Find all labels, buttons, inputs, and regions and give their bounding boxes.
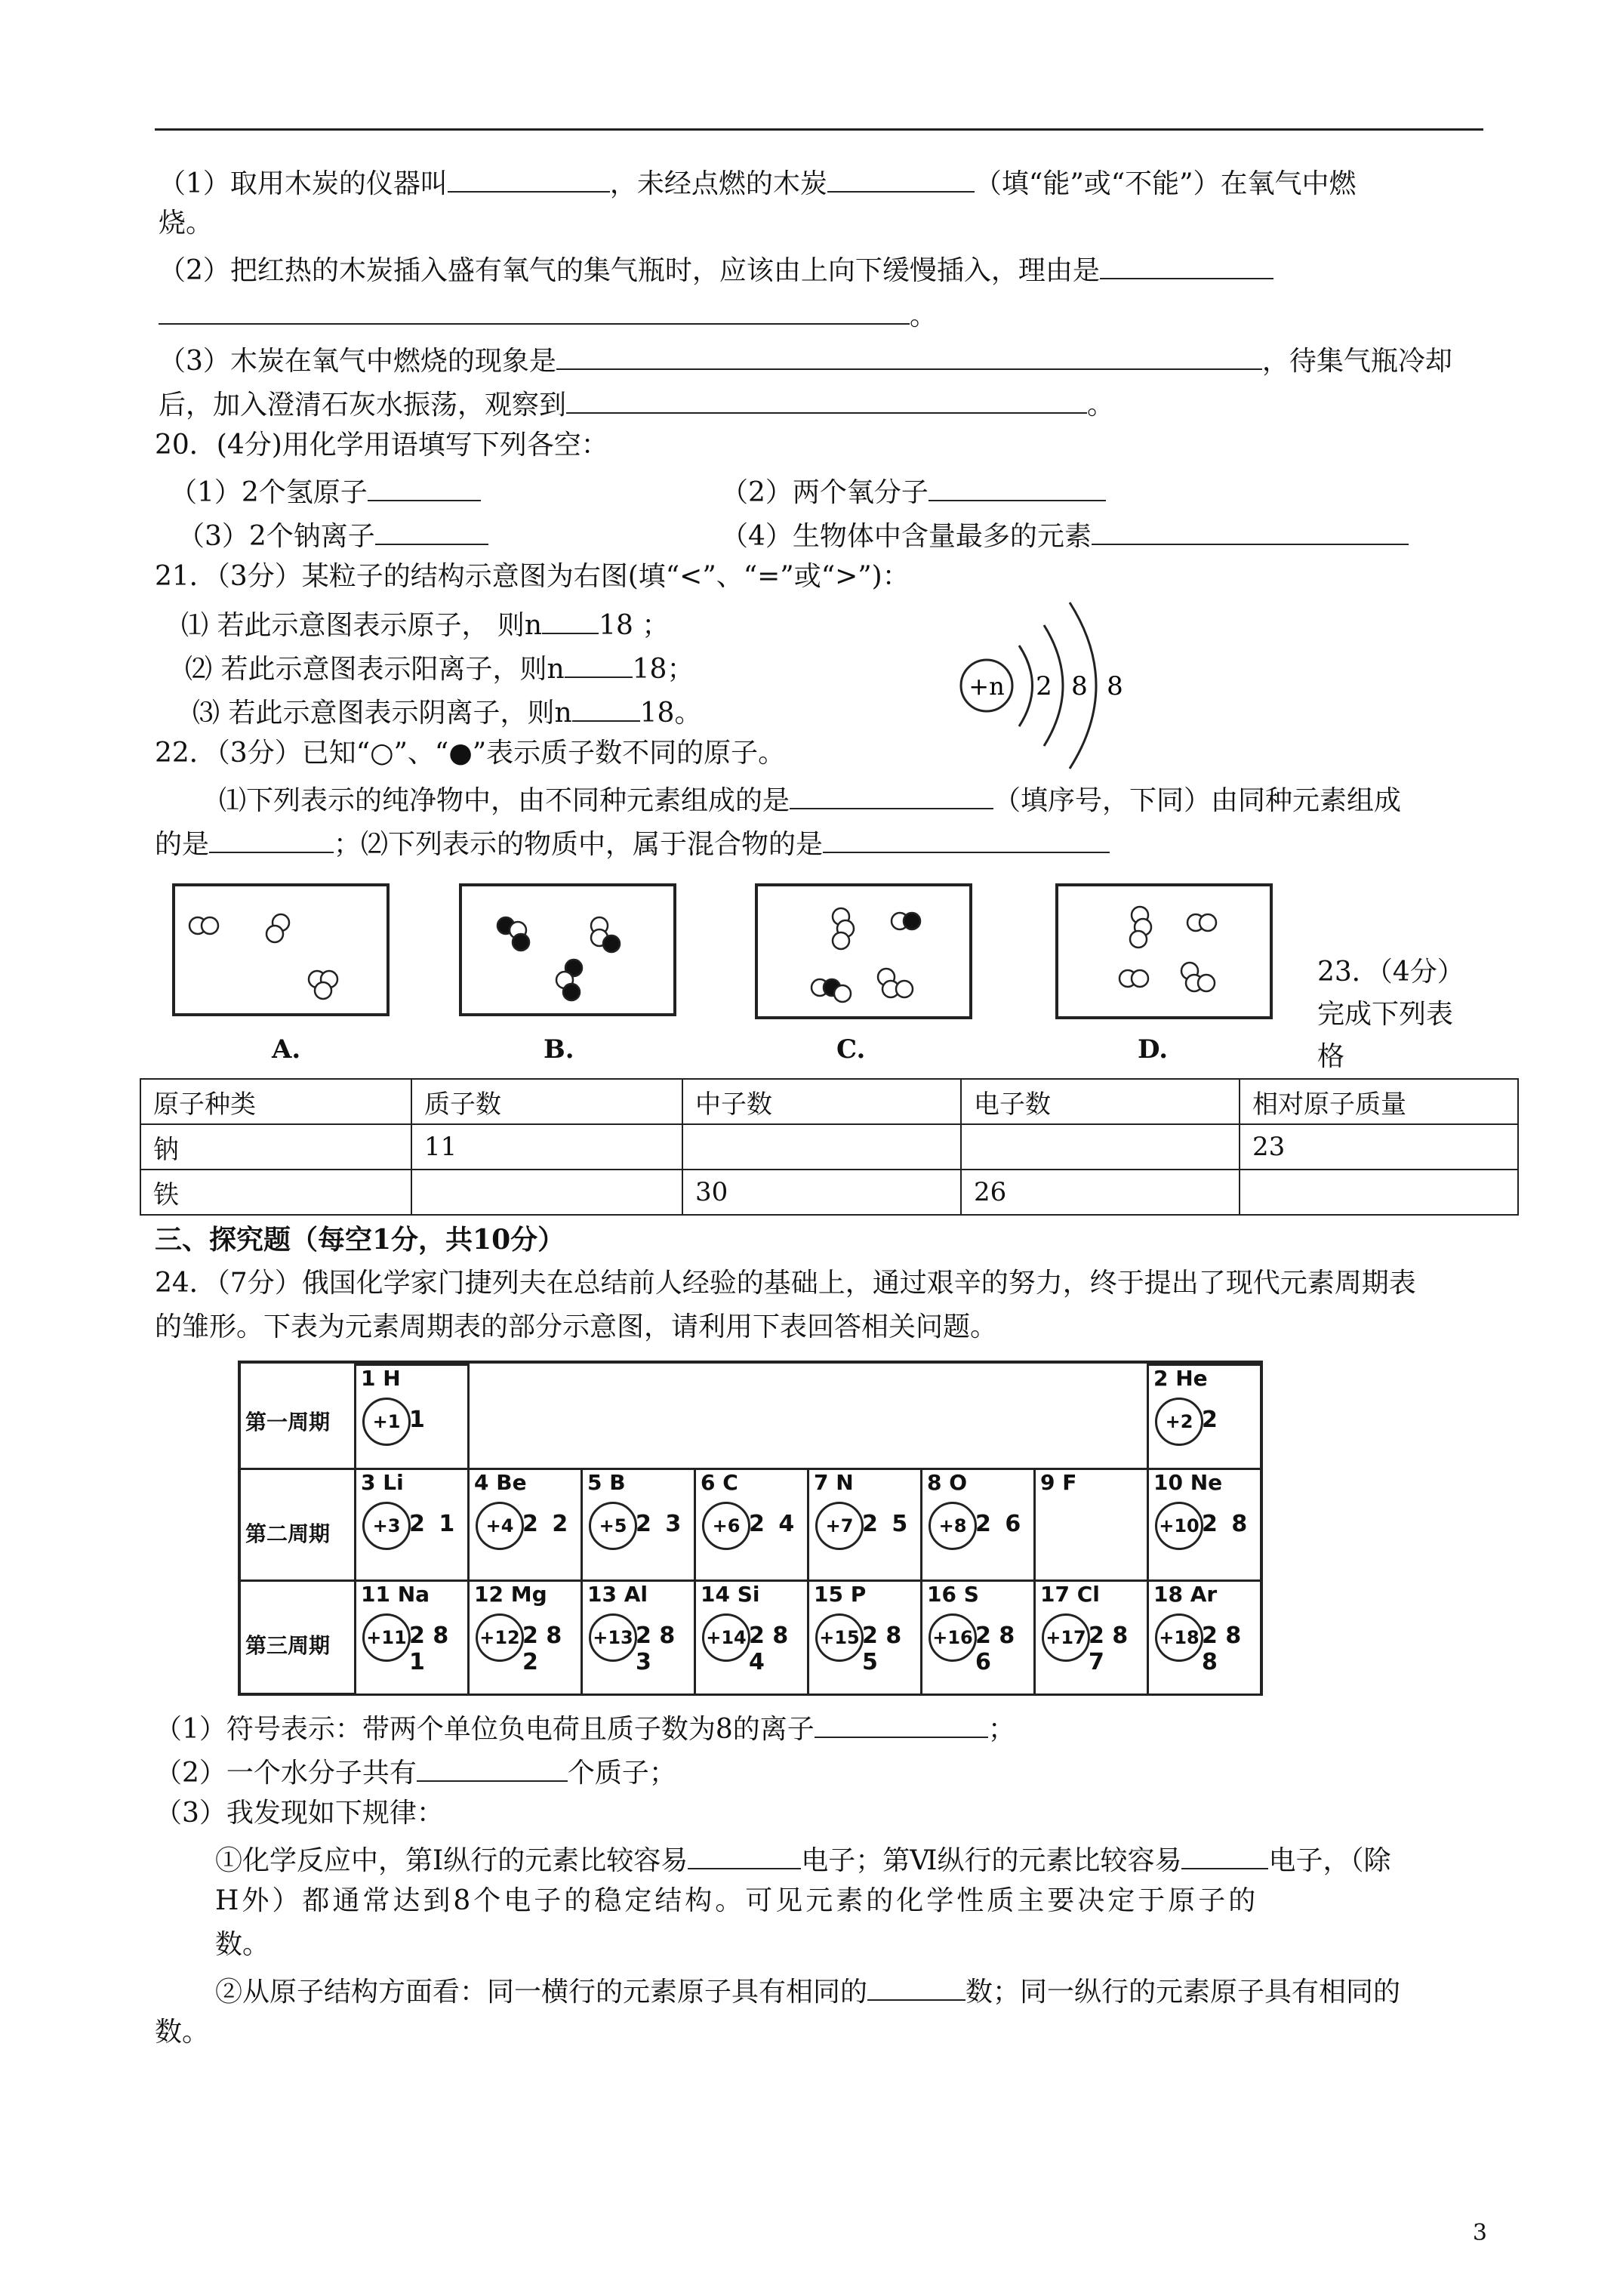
element-symbol: 16 S <box>927 1582 979 1607</box>
element-cell-n <box>807 1468 922 1584</box>
answer-blank[interactable] <box>556 340 1262 370</box>
electron-shells: 1 <box>409 1407 428 1433</box>
molecule-box-c <box>755 883 972 1019</box>
answer-blank[interactable] <box>929 471 1106 501</box>
nucleus-circle: +5 <box>589 1502 637 1550</box>
nucleus-circle: +4 <box>476 1502 524 1550</box>
answer-blank[interactable] <box>565 648 633 678</box>
table-header: 中子数 <box>682 1079 961 1124</box>
element-cell-f <box>1033 1468 1149 1584</box>
table-cell-blank[interactable] <box>682 1124 961 1170</box>
particle-structure-diagram <box>947 596 1144 770</box>
nucleus-circle: +8 <box>929 1502 977 1550</box>
molecule-box-d <box>1055 883 1273 1019</box>
q24-sub1 <box>155 1708 1015 1748</box>
table-header: 电子数 <box>961 1079 1240 1124</box>
nucleus-circle: +2 <box>1155 1398 1203 1446</box>
answer-blank[interactable] <box>209 823 334 853</box>
element-cell-si <box>694 1579 809 1696</box>
q21-text: ⑶ 若此示意图表示阴离子，则n <box>192 698 572 729</box>
q24-rule1-end: 数。 <box>215 1929 270 1960</box>
electron-shells: 2 8 1 <box>409 1623 449 1675</box>
q24-text: 数；同一纵行的元素原子具有相同的 <box>965 1977 1401 2008</box>
q21-title: 21．（3分）某粒子的结构示意图为右图(填“<”、“=”或“>”)： <box>155 561 910 592</box>
answer-blank[interactable] <box>572 692 640 722</box>
table-cell: 铁 <box>140 1170 411 1215</box>
nucleus-circle: +14 <box>702 1613 750 1662</box>
q24-text: （1）符号表示：带两个单位负电荷且质子数为8的离子 <box>155 1714 815 1745</box>
q19-line1-cont: 烧。 <box>159 208 214 239</box>
answer-blank[interactable] <box>1100 249 1273 279</box>
q21-item1 <box>181 604 669 644</box>
box-label: B. <box>544 1034 574 1065</box>
answer-blank[interactable] <box>448 162 610 193</box>
table-row <box>140 1170 1518 1215</box>
header-rule <box>155 128 1483 131</box>
q22-line2 <box>155 823 1110 863</box>
element-symbol: 12 Mg <box>474 1582 547 1607</box>
q23-title: 23．（4分） <box>1317 957 1464 988</box>
element-symbol: 5 B <box>587 1470 626 1495</box>
q24-rule1-cont: H外）都通常达到8个电子的稳定结构。可见元素的化学性质主要决定于原子的 <box>215 1885 1259 1916</box>
electron-shells: 2 1 <box>409 1511 458 1537</box>
q19-line1 <box>159 162 1357 202</box>
q21-item2 <box>185 648 694 688</box>
answer-blank[interactable] <box>827 162 975 193</box>
element-cell-na <box>354 1579 470 1696</box>
element-cell-he <box>1147 1364 1262 1472</box>
q24-rule1 <box>215 1839 1390 1879</box>
q22-text: ⑴下列表示的纯净物中，由不同种元素组成的是 <box>219 785 790 816</box>
q20-item4 <box>721 515 1409 555</box>
table-cell: 钠 <box>140 1124 411 1170</box>
element-symbol: 2 He <box>1153 1366 1208 1391</box>
nucleus-circle: +7 <box>815 1502 864 1550</box>
q19-line3 <box>159 340 1452 380</box>
q19-text: （填“能”或“不能”）在氧气中燃 <box>974 168 1357 199</box>
q23-title: 完成下列表 <box>1317 999 1454 1030</box>
table-row <box>140 1124 1518 1170</box>
q23-title: 格 <box>1317 1041 1345 1072</box>
period-label: 第三周期 <box>245 1633 331 1658</box>
element-symbol: 17 Cl <box>1040 1582 1100 1607</box>
q20-text: （4）生物体中含量最多的元素 <box>721 521 1092 552</box>
box-label: A. <box>272 1034 301 1065</box>
electron-shells: 2 8 3 <box>636 1623 676 1675</box>
nucleus-circle: +6 <box>702 1502 750 1550</box>
q20-text: （3）2个钠离子 <box>177 521 375 552</box>
q19-text: （2）把红热的木炭插入盛有氧气的集气瓶时，应该由上向下缓慢插入，理由是 <box>159 255 1100 286</box>
electron-shells: 2 4 <box>749 1511 798 1537</box>
nucleus-label: +n <box>969 672 1005 701</box>
q21-text: ⑴ 若此示意图表示原子， 则n <box>181 610 543 641</box>
q21-item3 <box>192 692 701 732</box>
q19-text: （1）取用木炭的仪器叫 <box>159 168 448 199</box>
box-label: D. <box>1138 1034 1169 1065</box>
element-symbol: 8 O <box>927 1470 968 1495</box>
element-cell-o <box>920 1468 1036 1584</box>
electron-shells: 2 8 7 <box>1089 1623 1129 1675</box>
nucleus-circle: +10 <box>1155 1502 1203 1550</box>
q19-text: 后，加入澄清石灰水振荡，观察到 <box>159 390 567 421</box>
section-heading: 三、探究题（每空1分，共10分） <box>155 1224 565 1256</box>
q24-sub3: （3）我发现如下规律： <box>155 1798 444 1829</box>
answer-blank[interactable] <box>542 604 599 634</box>
element-cell-be <box>467 1468 583 1584</box>
q19-line2 <box>159 249 1273 289</box>
q24-intro-line2: 的雏形。下表为元素周期表的部分示意图，请利用下表回答相关问题。 <box>155 1311 998 1342</box>
table-cell-blank[interactable] <box>961 1124 1240 1170</box>
element-symbol: 4 Be <box>474 1470 527 1495</box>
table-cell: 26 <box>961 1170 1240 1215</box>
electron-shell-arc <box>1019 646 1033 726</box>
q21-text: 18 ； <box>599 610 670 641</box>
element-cell-ar <box>1147 1579 1262 1696</box>
element-cell-al <box>581 1579 696 1696</box>
electron-shells: 2 8 2 <box>522 1623 562 1675</box>
electron-shells: 2 <box>1202 1407 1221 1433</box>
q24-text: ； <box>987 1714 1015 1745</box>
nucleus-circle: +11 <box>362 1613 411 1662</box>
q22-text: （填序号，下同）由同种元素组成 <box>993 785 1402 816</box>
q24-rule2 <box>215 1971 1400 2011</box>
element-symbol: 6 C <box>701 1470 738 1495</box>
element-cell-ne <box>1147 1468 1262 1584</box>
q19-text: 。 <box>910 300 938 331</box>
answer-blank[interactable] <box>368 471 481 501</box>
element-symbol: 18 Ar <box>1153 1582 1218 1607</box>
electron-shells: 2 5 <box>862 1511 911 1537</box>
answer-blank[interactable] <box>566 384 1087 414</box>
table-header: 质子数 <box>411 1079 682 1124</box>
electron-shells: 2 8 8 <box>1202 1623 1242 1675</box>
q19-text: 。 <box>1087 390 1115 421</box>
q20-title: 20．(4分)用化学用语填写下列各空： <box>155 430 608 461</box>
nucleus-circle: +3 <box>362 1502 411 1550</box>
element-symbol: 15 P <box>814 1582 867 1607</box>
q22-text: ；⑵下列表示的物质中，属于混合物的是 <box>334 829 824 860</box>
element-symbol: 7 N <box>814 1470 854 1495</box>
answer-blank[interactable] <box>688 1839 801 1869</box>
element-symbol: 1 H <box>361 1366 401 1391</box>
q20-text: （1）2个氢原子 <box>170 477 368 508</box>
q22-title: 22．（3分）已知“○”、“●”表示质子数不同的原子。 <box>155 738 786 769</box>
answer-blank[interactable] <box>823 823 1110 853</box>
q20-item1 <box>170 471 481 511</box>
q22-line1 <box>219 779 1401 819</box>
electron-shells: 2 8 4 <box>749 1623 789 1675</box>
answer-blank[interactable] <box>790 779 993 809</box>
table-header: 相对原子质量 <box>1240 1079 1518 1124</box>
answer-blank[interactable] <box>417 1752 568 1782</box>
element-symbol: 13 Al <box>587 1582 648 1607</box>
element-symbol: 10 Ne <box>1153 1470 1223 1495</box>
element-symbol: 11 Na <box>361 1582 430 1607</box>
q21-text: 18； <box>632 654 694 685</box>
molecule-box-a <box>172 883 390 1016</box>
nucleus-circle: +16 <box>929 1613 977 1662</box>
table-cell-blank[interactable] <box>411 1170 682 1215</box>
q20-item3 <box>177 515 488 555</box>
q24-intro-line1: 24．（7分）俄国化学家门捷列夫在总结前人经验的基础上，通过艰辛的努力，终于提出了现代元素周期表 <box>155 1268 1416 1299</box>
nucleus-circle: +18 <box>1155 1613 1203 1662</box>
answer-blank[interactable] <box>867 1971 965 2001</box>
shell-electron-count: 8 <box>1071 671 1088 701</box>
answer-blank[interactable] <box>815 1708 988 1738</box>
electron-shells: 2 2 <box>522 1511 571 1537</box>
element-cell-h <box>354 1364 470 1472</box>
element-cell-li <box>354 1468 470 1584</box>
nucleus-circle: +12 <box>476 1613 524 1662</box>
box-label: C. <box>836 1034 866 1065</box>
table-cell: 30 <box>682 1170 961 1215</box>
page-number: 3 <box>1472 2220 1487 2246</box>
element-cell-cl <box>1033 1579 1149 1696</box>
answer-blank[interactable] <box>1181 1839 1268 1869</box>
answer-blank[interactable] <box>159 294 910 325</box>
period-label: 第一周期 <box>245 1410 331 1435</box>
q24-rule2-end: 数。 <box>155 2017 210 2048</box>
element-symbol: 9 F <box>1040 1470 1077 1495</box>
answer-blank[interactable] <box>375 515 488 545</box>
atom-data-table <box>140 1078 1519 1216</box>
nucleus-circle: +13 <box>589 1613 637 1662</box>
q24-text: 个质子； <box>567 1758 676 1789</box>
q21-text: 18。 <box>639 698 702 729</box>
table-cell: 11 <box>411 1124 682 1170</box>
q24-text: ②从原子结构方面看：同一横行的元素原子具有相同的 <box>215 1977 868 2008</box>
element-cell-mg <box>467 1579 583 1696</box>
q19-text: ，待集气瓶冷却 <box>1261 346 1452 377</box>
q24-text: 电子，（除 <box>1268 1845 1391 1876</box>
q19-line2-cont <box>159 294 937 334</box>
q19-text: ，未经点燃的木炭 <box>609 168 827 199</box>
q19-line4 <box>159 384 1114 424</box>
electron-shells: 2 6 <box>975 1511 1024 1537</box>
periodic-table <box>238 1361 1263 1696</box>
answer-blank[interactable] <box>1092 515 1409 545</box>
q20-item2 <box>721 471 1106 511</box>
q24-sub2 <box>155 1752 676 1792</box>
electron-shells: 2 8 5 <box>862 1623 902 1675</box>
q24-text: 电子；第Ⅵ纵行的元素比较容易 <box>801 1845 1182 1876</box>
element-symbol: 14 Si <box>701 1582 760 1607</box>
element-cell-p <box>807 1579 922 1696</box>
electron-shells: 2 8 6 <box>975 1623 1015 1675</box>
element-symbol: 3 Li <box>361 1470 404 1495</box>
shell-electron-count: 2 <box>1036 671 1052 701</box>
q24-text: ①化学反应中，第Ⅰ纵行的元素比较容易 <box>215 1845 688 1876</box>
table-cell-blank[interactable] <box>1240 1170 1518 1215</box>
nucleus-circle: +15 <box>815 1613 864 1662</box>
q24-text: （2）一个水分子共有 <box>155 1758 417 1789</box>
table-cell: 23 <box>1240 1124 1518 1170</box>
table-header: 原子种类 <box>140 1079 411 1124</box>
nucleus-circle: +17 <box>1042 1613 1090 1662</box>
q20-text: （2）两个氧分子 <box>721 477 929 508</box>
q21-text: ⑵ 若此示意图表示阳离子，则n <box>185 654 565 685</box>
q22-text: 的是 <box>155 829 210 860</box>
molecule-box-b <box>459 883 676 1016</box>
element-cell-s <box>920 1579 1036 1696</box>
q19-text: （3）木炭在氧气中燃烧的现象是 <box>159 346 556 377</box>
nucleus-circle: +1 <box>362 1398 411 1446</box>
electron-shells: 2 3 <box>636 1511 685 1537</box>
period-label: 第二周期 <box>245 1521 331 1546</box>
element-cell-b <box>581 1468 696 1584</box>
table-header-row <box>140 1079 1518 1124</box>
electron-shells: 2 8 <box>1202 1511 1251 1537</box>
element-cell-c <box>694 1468 809 1584</box>
shell-electron-count: 8 <box>1107 671 1123 701</box>
